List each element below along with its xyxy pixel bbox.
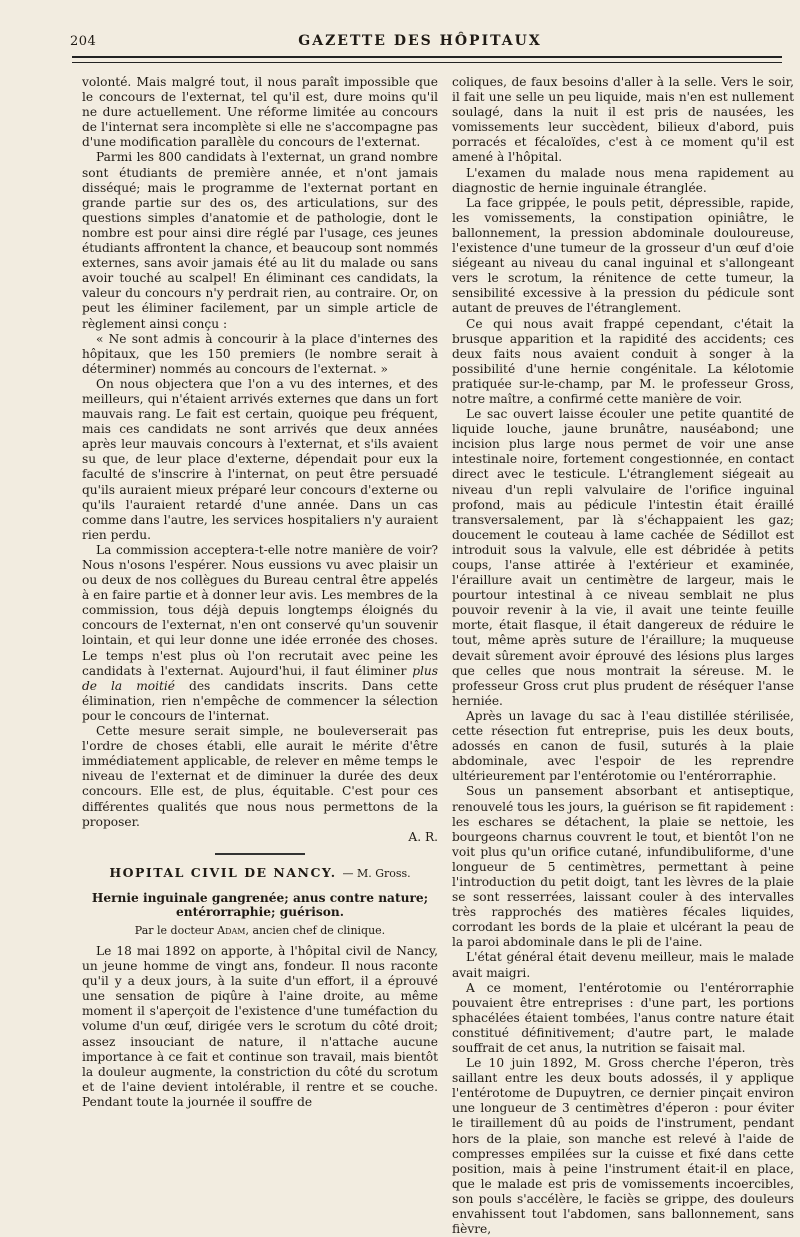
page-number: 204 xyxy=(70,34,97,49)
case-title xyxy=(82,891,438,919)
paragraph: coliques, de faux besoins d'aller à la selle. Vers le soir, il fait une selle un peu liquide, mais n'en est nullement soulagé, dans la nuit il est pris de nausées, les vomissements leur succèdent, bilieux d'abord, puis porracés et fécaloïdes, c'est à ce moment qu'il est amené à l'hôpital. xyxy=(452,75,794,165)
byline xyxy=(82,923,438,938)
right-column xyxy=(452,75,794,1237)
paragraph: volonté. Mais malgré tout, il nous paraît impossible que le concours de l'externat, tel qu'il est, dure moins qu'il ne dure actuellement. Une réforme limitée au concours de l'internat sera incomplète si elle ne s'accompagne pas d'une modification parallèle du concours de l'externat. xyxy=(82,75,438,150)
case-title-line: Hernie inguinale gangrenée; anus contre nature; xyxy=(91,890,429,905)
byline-prefix: Par le docteur xyxy=(134,923,218,937)
page-header-title: GAZETTE DES HÔPITAUX xyxy=(298,33,542,49)
italic-phrase: plus de la moitié xyxy=(82,663,439,693)
paragraph-text: des candidats inscrits. Dans cette élimination, rien n'empêche de commencer la sélection pour le concours de l'internat. xyxy=(82,678,438,723)
hospital-heading xyxy=(82,865,438,881)
paragraph: La face grippée, le pouls petit, dépressible, rapide, les vomissements, la constipation opiniâtre, le ballonnement, la pression abdominale douloureuse, l'existence d'une tumeur de la grosseur d'un œuf d'oie siégeant au niveau du canal inguinal et s'allongeant vers le scrotum, la rénitence de cette tumeur, la sensibilité excessive à la pression du pédicule sont autant de preuves de l'étranglement. xyxy=(452,195,794,316)
paragraph: Sous un pansement absorbant et antiseptique, renouvelé tous les jours, la guérison se fit rapidement : les eschares se détachent, la plaie se nettoie, les bourgeons charnus couvrent le tout, et bientôt l'on ne voit plus qu'un orifice cutané, infundibuliforme, d'une longueur de 5 centimètres, permettant à peine l'introduction du petit doigt, tant les lèvres de la plaie se sont resserrées, laissant couler à des intervalles très rapprochés des matières fécales liquides, corrodant les bords de la plaie et ulcérant la peau de la paroi abdominale dans le pli de l'aine. xyxy=(452,784,794,950)
byline-suffix: , ancien chef de clinique. xyxy=(245,923,386,937)
hospital-name: HOPITAL CIVIL DE NANCY. xyxy=(109,864,337,880)
header-rule-thick xyxy=(72,56,782,58)
paragraph: Le 10 juin 1892, M. Gross cherche l'éperon, très saillant entre les deux bouts adossés, il y applique l'entérotome de Dupuytren, ce dernier pinçait environ une longueur de 3 centimètres d'éperon : pour éviter le tiraillement dû au poids de l'instrument, pendant hors de la plaie, son manche est relevé à l'aide de compresses empilées sur la cuisse et fixé dans cette position, mais à peine l'instrument était-il en place, que le malade est pris de vomissements incoercibles, son pouls s'accélère, le faciès se grippe, des douleurs envahissent tout l'abdomen, sans ballonnement, sans fièvre, xyxy=(452,1056,794,1237)
paragraph: « Ne sont admis à concourir à la place d'internes des hôpitaux, que les 150 premiers (le nombre serait à déterminer) nommés au concours de l'externat. » xyxy=(82,331,438,376)
paragraph: Ce qui nous avait frappé cependant, c'était la brusque apparition et la rapidité des accidents; ces deux faits nous avaient conduit à songer à la possibilité d'une hernie congénitale. La kélotomie pratiquée sur-le-champ, par M. le professeur Gross, notre maître, a confirmé cette manière de voir. xyxy=(452,316,794,406)
header-rule-thin xyxy=(72,62,782,63)
paragraph: Parmi les 800 candidats à l'externat, un grand nombre sont étudiants de première année, et n'ont jamais disséqué; mais le programme de l'externat portant en grande partie sur des os, des articulations, sur des questions simples d'anatomie et de pathologie, dont le nombre est pour ainsi dire réglé par l'usage, ces jeunes étudiants affrontent la chance, et beaucoup sont nommés externes, sans avoir jamais été au lit du malade ou sans avoir touché au scalpel! En éliminant ces candidats, la valeur du concours n'y perdrait rien, au contraire. Or, on peut les éliminer facilement, par un simple article de règlement ainsi conçu : xyxy=(82,150,438,331)
paragraph: Le sac ouvert laisse écouler une petite quantité de liquide louche, jaune brunâtre, nauséabond; une incision plus large nous permet de voir une anse intestinale noire, fortement congestionnée, en contact direct avec le testicule. L'étranglement siégeait au niveau d'un repli valvulaire de l'orifice inguinal profond, mais au pédicule l'intestin était éraillé transversalement, par là s'échappaient les gaz; doucement le couteau à lame cachée de Sédillot est introduit sous la valvule, elle est débridée à petits coups, l'anse attirée à l'extérieur et examinée, l'éraillure avait un centimètre de largeur, mais le pourtour intestinal à ce niveau semblait ne plus pouvoir revenir à la vie, il avait une teinte feuille morte, était flasque, il était dangereux de réduire le tout, même après suture de l'éraillure; la muqueuse devait sûrement avoir éprouvé des lésions plus larges que celles que nous montrait la séreuse. M. le professeur Gross crut plus prudent de réséquer l'anse herniée. xyxy=(452,407,794,708)
section-divider xyxy=(215,853,305,855)
paragraph: L'état général était devenu meilleur, mais le malade avait maigri. xyxy=(452,950,794,980)
paragraph: L'examen du malade nous mena rapidement au diagnostic de hernie inguinale étranglée. xyxy=(452,165,794,195)
author-name: Adam xyxy=(217,923,246,937)
paragraph: Après un lavage du sac à l'eau distillée stérilisée, cette résection fut entreprise, puis les deux bouts, adossés en canon de fusil, suturés à la plaie abdominale, avec l'espoir de les reprendre ultérieurement par l'entérotomie ou l'entérorraphie. xyxy=(452,708,794,784)
paragraph-text: La commission acceptera-t-elle notre manière de voir? Nous n'osons l'espérer. Nous eussions vu avec plaisir un ou deux de nos collègues du Bureau central être appelés à en faire partie et à donner leur avis. Les membres de la commission, tous déjà depuis longtemps éloignés du concours de l'externat, n'en ont conservé qu'un souvenir lointain, et qui leur donne une idée erronée des choses. Le temps n'est plus où l'on recrutait avec peine les candidats à l'externat. Aujourd'hui, il faut éliminer xyxy=(82,542,438,678)
left-column xyxy=(82,75,438,1110)
paragraph: On nous objectera que l'on a vu des internes, et des meilleurs, qui n'étaient arrivés externes que dans un fort mauvais rang. Le fait est certain, quoique peu fréquent, mais ces candidats ne sont arrivés que deux années après leur mauvais concours à l'externat, et s'ils avaient su que, de leur place d'externe, dépendait pour eux la faculté de s'inscrire à l'internat, on peut être persuadé qu'ils auraient mieux préparé leur concours d'externe ou qu'ils l'auraient retardé d'une année. Dans un cas comme dans l'autre, les services hospitaliers n'y auraient rien perdu. xyxy=(82,376,438,542)
paragraph xyxy=(82,543,438,724)
paragraph: Le 18 mai 1892 on apporte, à l'hôpital civil de Nancy, un jeune homme de vingt ans, fondeur. Il nous raconte qu'il y a deux jours, à la suite d'un effort, il a éprouvé une sensation de piqûre à l'aine droite, au même moment il s'aperçoit de l'existence d'une tuméfaction du volume d'un œuf, dirigée vers le scrotum du côté droit; assez insouciant de nature, il n'attache aucune importance à ce fait et continue son travail, mais bientôt la douleur augmente, la constriction du côté du scrotum et de l'aine devient intolérable, il rentre et se couche. Pendant toute la journée il souffre de xyxy=(82,943,438,1109)
signature: A. R. xyxy=(408,829,438,844)
case-title-line: entérorraphie; guérison. xyxy=(175,904,345,919)
paragraph: A ce moment, l'entérotomie ou l'entérorraphie pouvaient être entreprises : d'une part, les portions sphacélées étaient tombées, l'anus contre nature était constitué définitivement; d'autre part, le malade souffrait de cet anus, la nutrition se faisait mal. xyxy=(452,980,794,1055)
hospital-chef: — M. Gross. xyxy=(342,866,411,880)
paragraph: Cette mesure serait simple, ne bouleverserait pas l'ordre de choses établi, elle aurait le mérite d'être immédiatement applicable, de relever en même temps le niveau de l'externat et de diminuer la durée des deux concours. Elle est, de plus, équitable. C'est pour ces différentes qualités que nous nous permettons de la proposer. xyxy=(82,724,438,829)
